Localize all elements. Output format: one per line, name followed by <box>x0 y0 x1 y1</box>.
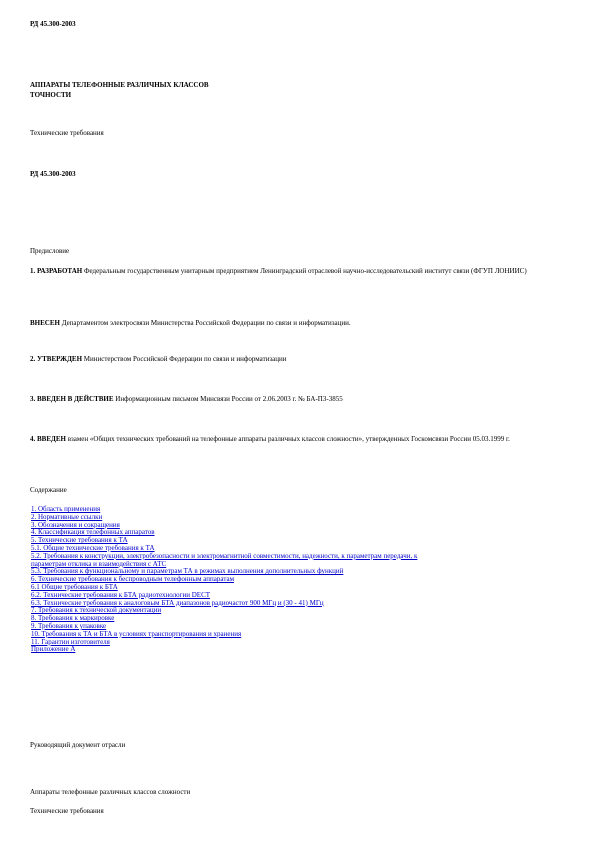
toc-link-6-1[interactable]: 6.1 Общие требования к БТА <box>31 582 118 591</box>
preface-item-1-text: Федеральным государственным унитарным предприятием Ленинградский отраслевой научно-исследовательский институт связи (ФГУП ЛОНИИС) <box>82 267 527 275</box>
preface-item-2-lead: 2. УТВЕРЖДЕН <box>30 355 83 363</box>
preface-item-introduced <box>30 319 351 328</box>
preface-item-3-text: Информационным письмом Минсвязи России от 2.06.2003 г. № БА-П3-3855 <box>113 395 343 403</box>
document-name: Аппараты телефонные различных классов сложности <box>30 788 191 796</box>
toc-link-5-2-cont[interactable]: параметрам отклика и взаимодействия с АТС <box>31 559 167 568</box>
toc-link-3[interactable]: 3. Обозначения и сокращения <box>31 520 120 529</box>
document-name-subtitle: Технические требования <box>30 807 104 815</box>
preface-item-2-text: Министерством Российской Федерации по связи и информатизации <box>82 355 287 363</box>
preface-item-introduced-text: Департаментом электросвязи Министерства Российской Федерации по связи и информатизации. <box>59 319 351 327</box>
toc-link-6[interactable]: 6. Технические требования к беспроводным телефонным аппаратам <box>31 575 235 584</box>
toc-link-5[interactable]: 5. Технические требования к ТА <box>31 536 128 545</box>
toc-link-appendix-a[interactable]: Приложение А <box>31 645 76 654</box>
preface-item-introduced-lead: ВНЕСЕН <box>30 319 60 327</box>
preface-item-1-lead: 1. РАЗРАБОТАН <box>30 267 83 275</box>
preface-item-3 <box>30 395 343 404</box>
toc-link-11[interactable]: 11. Гарантии изготовителя <box>31 637 110 646</box>
preface-heading: Предисловие <box>30 247 70 255</box>
toc-item <box>31 639 417 647</box>
preface-item-2 <box>30 355 286 364</box>
preface-item-1 <box>30 267 540 276</box>
toc-link-6-2[interactable]: 6.2. Технические требования к БТА радиотехнологии DECT <box>31 590 211 599</box>
preface-item-3-lead: 3. ВВЕДЕН В ДЕЙСТВИЕ <box>30 395 114 403</box>
toc-link-2[interactable]: 2. Нормативные ссылки <box>31 512 103 521</box>
document-code-repeat: РД 45.300-2003 <box>30 170 76 178</box>
document-subtitle: Технические требования <box>30 129 104 137</box>
toc-link-5-2[interactable]: 5.2. Требования к конструкции, электробезопасности и электромагнитной совместимости, надежности, к параметрам передачи, к <box>31 551 418 560</box>
toc-item <box>31 646 417 654</box>
preface-item-4 <box>30 435 540 444</box>
preface-item-4-lead: 4. ВВЕДЕН <box>30 435 66 443</box>
document-code-header: РД 45.300-2003 <box>30 20 76 28</box>
table-of-contents <box>31 506 417 654</box>
document-title-line2: ТОЧНОСТИ <box>30 91 72 99</box>
toc-link-9[interactable]: 9. Требования к упаковке <box>31 621 107 630</box>
toc-link-10[interactable]: 10. Требования к ТА и БТА в условиях транспортирования и хранения <box>31 629 242 638</box>
toc-link-5-3[interactable]: 5.3. Требования к функциональному и параметрам ТА в режимах выполнения дополнительных функций <box>31 567 344 576</box>
toc-link-6-3[interactable]: 6.3. Технические требования к аналоговым БТА диапазонов радиочастот 900 МГц и (30 - 41) МГц <box>31 598 324 607</box>
contents-heading: Содержание <box>30 486 67 494</box>
preface-item-4-text: взамен «Общих технических требований на телефонные аппараты различных классов сложности», утвержденных Госкомсвязи России 05.03.1999 г. <box>65 435 510 443</box>
toc-link-8[interactable]: 8. Требования к маркировке <box>31 614 115 623</box>
toc-link-4[interactable]: 4. Классификация телефонных аппаратов <box>31 528 155 537</box>
document-title-line1: АППАРАТЫ ТЕЛЕФОННЫЕ РАЗЛИЧНЫХ КЛАССОВ <box>30 81 209 89</box>
toc-link-7[interactable]: 7. Требования к технической документации <box>31 606 162 615</box>
toc-link-1[interactable]: 1. Область применения <box>31 505 101 513</box>
document-type-label: Руководящий документ отрасли <box>30 741 126 749</box>
toc-link-5-1[interactable]: 5.1. Общие технические требования к ТА <box>31 543 155 552</box>
